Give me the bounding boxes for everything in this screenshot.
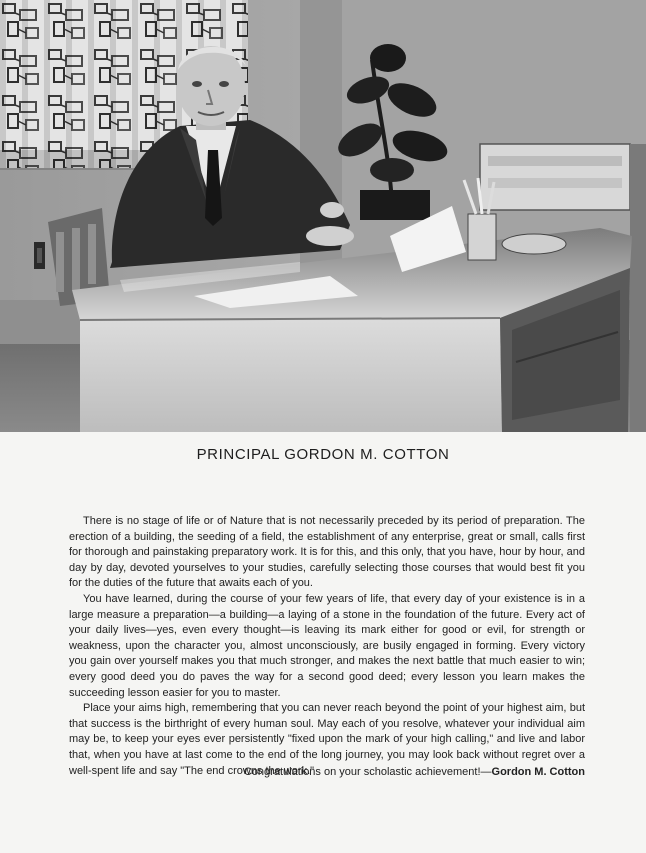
signature-name: Gordon M. Cotton	[491, 766, 585, 778]
signoff-line	[244, 766, 585, 778]
page-title: PRINCIPAL GORDON M. COTTON	[196, 446, 450, 463]
message-paragraph: You have learned, during the course of your few years of life, that every day of your existence is in a large measure a preparation—a building—a laying of a stone in the foundation of the future. Every act of your daily lives—yes, even every thought—is leaving its mark either for good or evil, for strength or weakness, upon the character you, almost unconsciously, are busily engaged in forming. Every victory you gain over yourself makes you that much stronger, and makes the next battle that much easier to win; every good deed you do paves the way for a second good deed; every lesson you learn makes the succeeding lesson easier for you to master.	[69, 592, 585, 699]
message-paragraph: There is no stage of life or of Nature that is not necessarily preceded by its period of preparation. The erection of a building, the seeding of a field, the establishment of any enterprise, great or small, calls first for thorough and painstaking preparatory work. It is for this, and this only, that you have, hour by hour, and day by day, devoted yourselves to your studies, carefully selecting those courses that would best fit you for the duties of the future that awaits each of you.	[69, 515, 585, 590]
message-body	[69, 514, 585, 779]
message-paragraph: Place your aims high, remembering that you can never reach beyond the point of your highest aim, but that success is the birthright of every human soul. May each of you resolve, whatever your individual aim may be, to keep your eyes ever persistently "fixed upon the mark of your high calling," and live and labor that, when you have at last come to the end of the long journey, you may look back without regret over a well-spent life and say "The end crowns the work."	[69, 702, 585, 777]
closing-text: Congratulations on your scholastic achievement!—	[243, 766, 492, 778]
